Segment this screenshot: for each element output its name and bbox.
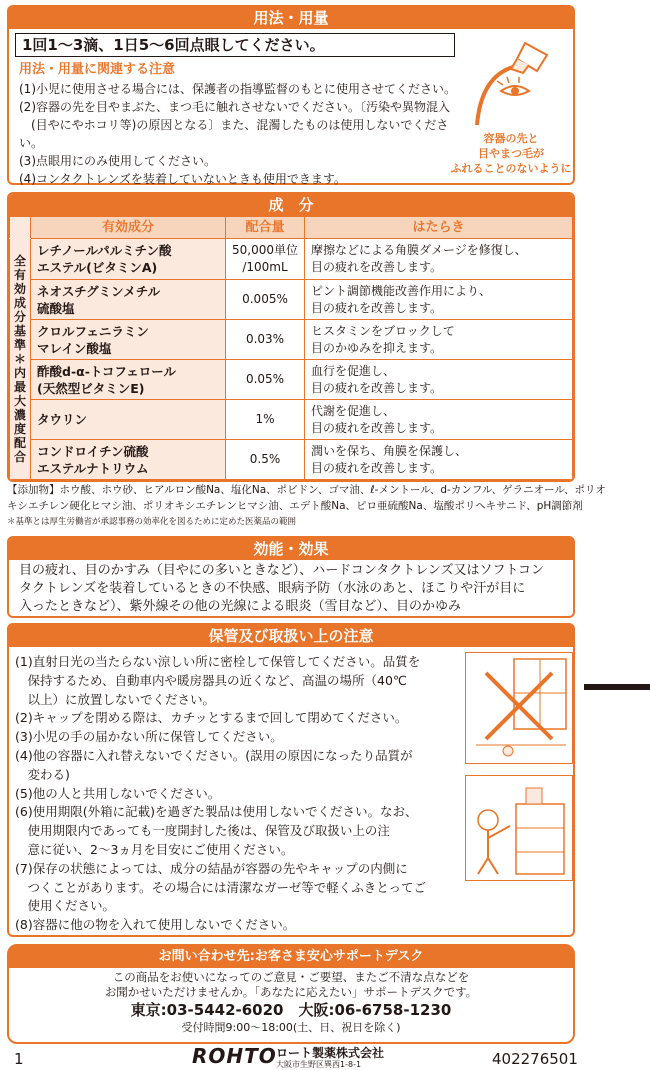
ingredient-name: コンドロイチン硫酸 エステルナトリウム (31, 440, 226, 480)
ingredient-amount: 0.03% (226, 320, 305, 360)
eyedrop-illustration (467, 37, 571, 129)
ingredient-amount: 50,000単位 /100mL (226, 239, 305, 280)
ingredient-amount: 1% (226, 400, 305, 440)
ingredients-header: 成 分 (9, 194, 573, 216)
ingredient-effect: 潤いを保ち、角膜を保護し、 目の疲れを改善します。 (305, 440, 573, 480)
ingredient-effect: 代謝を促進し、 目の疲れを改善します。 (305, 400, 573, 440)
storage-header: 保管及び取扱い上の注意 (9, 625, 573, 647)
rohto-logo: ROHTO (192, 1044, 277, 1068)
child-reach-illustration (465, 775, 573, 881)
usage-item: (1)小児に使用させる場合には、保護者の指導監督のもとに使用させてください。 (19, 82, 457, 96)
illustration-caption: 容器の先と 目やまつ毛が ふれることのないように (450, 132, 572, 175)
support-body (9, 970, 573, 1035)
usage-item: (3)点眼用にのみ使用してください。 (19, 154, 216, 168)
support-header: お問い合わせ先:お客さま安心サポートデスク (9, 946, 573, 968)
footnote: ＊基準とは厚生労働省が承認事務の効率化を図るために定めた医薬品の範囲 (7, 517, 297, 527)
ingredient-name: ネオスチグミンメチル 硫酸塩 (31, 280, 226, 320)
table-header-row (10, 217, 573, 239)
company-name: ロート製薬株式会社 (276, 1046, 385, 1060)
table-row (10, 280, 573, 320)
ingredient-name: 酢酸d-α-トコフェロール (天然型ビタミンE) (31, 360, 226, 400)
child-reaching-icon (466, 776, 572, 880)
usage-precaution-title: 用法・用量に関連する注意 (19, 62, 176, 77)
ingredients-table (9, 216, 573, 480)
margin-bar (584, 684, 650, 690)
effects-header: 効能・効果 (9, 538, 573, 560)
usage-item: (2)容器の先を目やまぶた、まつ毛に触れさせないでください。〔汚染や異物混入 (19, 100, 451, 114)
support-text: お聞かせいただけませんか。「あなたに応えたい」サポートデスクです。 (104, 985, 478, 999)
col-amount-header: 配合量 (226, 217, 305, 239)
product-code: 402276501 (492, 1050, 578, 1068)
usage-item: (目やにやホコリ等)の原因となる〕また、混濁したものは使用しないでください。 (19, 118, 449, 150)
storage-list: (1)直射日光の当たらない涼しい所に密栓して保管してください。品質を 保持するため、自動車内や暖房器具の近くなど、高温の場所（40℃ 以上）に放置しないでください。 (2)キャップを閉める際は、カチッとするまで回して閉めてください。 (3)小児の手の届かない所に保管してください。 (4)他の容器に入れ替えないでください。(誤用の原因になったり品質が 変わる) (5)他の人と共用しないでください。 (6)使用期限(外箱に記載)を過ぎた製品は使用しないでください。なお、 使用期限内であっても一度開封した後は、保管及び取扱い上の注 意に従い、2～3ヵ月を目安にご使用ください。 (7)保存の状態によっては、成分の結晶が容器の先やキャップの内側に つくことがあります。その場合には清潔なガーゼ等で軽くふきとってご 使用ください。 (8)容器に他の物を入れて使用しないでください。 (15, 654, 427, 933)
support-section (7, 944, 575, 1044)
effects-text: 目の疲れ、目のかすみ（目やにの多いときなど）、ハードコンタクトレンズ又はソフトコン タクトレンズを装着しているときの不快感、眼病予防（水泳のあと、ほこりや汗が目に 入ったときなど）、紫外線その他の光線による眼炎（雪目など）、目のかゆみ (19, 563, 545, 614)
support-phones (9, 1000, 573, 1020)
usage-item: (4)コンタクトレンズを装着していないときも使用できます。 (19, 172, 346, 186)
side-label: 全有効成分基準＊内最大濃度配合 (10, 239, 31, 480)
table-row (10, 400, 573, 440)
effects-section (7, 536, 575, 618)
company-block (276, 1046, 384, 1070)
ingredient-name: レチノールパルミチン酸 エステル(ビタミンA) (31, 239, 226, 280)
ingredient-amount: 0.5% (226, 440, 305, 480)
table-row (10, 360, 573, 400)
additives: 【添加物】ホウ酸、ホウ砂、ヒアルロン酸Na、塩化Na、ポビドン、ゴマ油、ℓ-メントール、d-カンフル、ゲラニオール、ポリオ キシエチレン硬化ヒマシ油、ポリオキシエチレンヒマシ油、エデト酸Na、ピロ亜硫酸Na、塩酸ポリヘキサニド、pH調節剤 (7, 484, 606, 512)
table-row (10, 320, 573, 360)
phone-tokyo[interactable]: 東京:03-5442-6020 (130, 1001, 284, 1019)
col-effect-header: はたらき (305, 217, 573, 239)
storage-section (7, 623, 575, 937)
ingredient-effect: 血行を促進し、 目の疲れを改善します。 (305, 360, 573, 400)
eye-dropper-icon (467, 37, 571, 129)
ingredient-effect: ピント調節機能改善作用により、 目の疲れを改善します。 (305, 280, 573, 320)
support-text: この商品をお使いになってのご意見・ご要望、またご不清な点などを (112, 970, 470, 984)
usage-precaution-list (19, 80, 471, 188)
window-sunlight-illustration (465, 652, 573, 764)
table-row (10, 440, 573, 480)
ingredient-name: タウリン (31, 400, 226, 440)
col-name-header: 有効成分 (31, 217, 226, 239)
ingredient-effect: 摩擦などによる角膜ダメージを修復し、 目の疲れを改善します。 (305, 239, 573, 280)
support-hours: 受付時間9:00～18:00(土、日、祝日を除く) (181, 1021, 401, 1034)
usage-section (7, 5, 575, 185)
ingredients-section (7, 192, 575, 482)
phone-osaka[interactable]: 大阪:06-6758-1230 (298, 1001, 452, 1019)
ingredient-amount: 0.05% (226, 360, 305, 400)
table-row (10, 239, 573, 280)
no-sunlight-icon (466, 653, 572, 763)
company-address: 大阪市生野区巽西1-8-1 (276, 1060, 362, 1069)
usage-header: 用法・用量 (9, 7, 573, 29)
ingredient-name: クロルフェニラミン マレイン酸塩 (31, 320, 226, 360)
page-number: 1 (14, 1050, 24, 1068)
ingredient-amount: 0.005% (226, 280, 305, 320)
dosage-box: 1回1～3滴、1日5～6回点眼してください。 (15, 33, 455, 57)
ingredient-effect: ヒスタミンをブロックして 目のかゆみを抑えます。 (305, 320, 573, 360)
